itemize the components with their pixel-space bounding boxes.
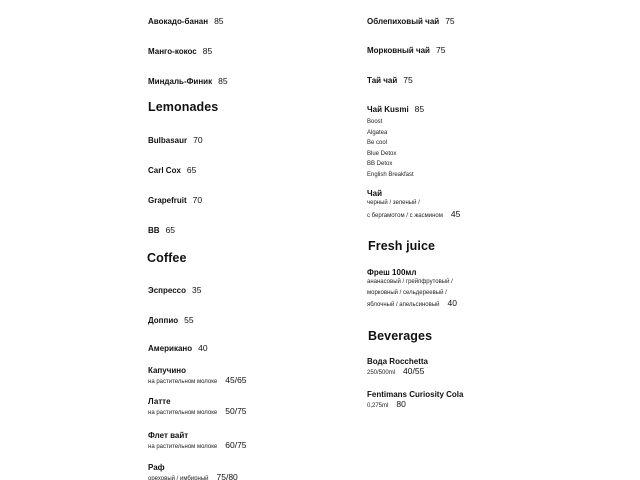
menu-item — [148, 463, 238, 480]
item-name: Вода Rocchetta — [367, 357, 428, 366]
menu-item — [148, 366, 247, 388]
item-note: черный / зеленый / — [367, 200, 420, 206]
variety-item: Blue Detox — [367, 150, 397, 157]
item-name: Миндаль-Финик — [148, 77, 213, 86]
item-note: ореховый / имбирный — [148, 476, 209, 480]
item-detail-row — [367, 209, 460, 222]
item-price: 55 — [184, 315, 194, 325]
menu-item — [148, 41, 212, 59]
item-price: 75 — [403, 75, 413, 85]
item-detail-row — [148, 406, 247, 419]
item-name: Раф — [148, 463, 165, 472]
item-price: 40 — [198, 343, 208, 353]
item-note: на растительном молоке — [148, 410, 218, 416]
variety-item: Boost — [367, 119, 383, 125]
menu-item — [367, 70, 413, 88]
item-name: BB — [148, 226, 160, 235]
menu-item — [148, 338, 208, 356]
item-price: 65 — [165, 225, 176, 235]
item-price: 40/55 — [403, 366, 425, 376]
section-heading-fresh-juice: Fresh juice — [368, 239, 436, 253]
item-price: 50/75 — [225, 406, 247, 416]
menu-item — [367, 11, 455, 29]
item-note: 250/500ml — [367, 370, 396, 376]
item-detail-row — [148, 375, 247, 388]
item-detail-row — [148, 440, 247, 453]
variety-item: BB Detox — [367, 161, 393, 167]
item-note: 0,275ml — [367, 403, 389, 409]
item-name: Тай чай — [367, 76, 398, 85]
item-price: 70 — [192, 195, 203, 205]
item-name: Bulbasaur — [148, 136, 188, 145]
item-price: 60/75 — [225, 440, 247, 450]
menu-item — [148, 160, 196, 178]
item-price: 75 — [445, 16, 455, 26]
menu-item — [148, 11, 224, 29]
section-heading-coffee: Coffee — [147, 251, 187, 265]
item-price: 45 — [450, 208, 461, 219]
item-detail-row — [367, 366, 428, 379]
variety-list — [367, 117, 424, 180]
item-price: 85 — [218, 76, 228, 86]
menu-item — [148, 310, 194, 328]
menu-item — [367, 390, 463, 412]
item-note: на растительном молоке — [148, 379, 218, 385]
item-note: ананасовый / грейпфрутовый / — [367, 279, 453, 285]
menu-item — [148, 431, 247, 453]
item-name: Carl Cox — [148, 166, 181, 175]
item-price: 85 — [214, 16, 224, 26]
item-name: Эспрессо — [148, 286, 186, 295]
item-price: 75/80 — [216, 472, 238, 480]
item-name: Fentimans Curiosity Cola — [367, 390, 464, 399]
item-name: Авокадо-банан — [148, 17, 209, 26]
item-price: 45/65 — [225, 375, 247, 385]
menu-item — [367, 357, 428, 379]
item-price: 65 — [186, 165, 197, 175]
item-price: 70 — [193, 135, 203, 145]
section-heading-beverages: Beverages — [368, 329, 433, 343]
item-price: 85 — [414, 104, 425, 114]
menu-item-tea — [367, 189, 460, 221]
item-detail-row — [148, 472, 238, 480]
menu-item — [148, 397, 247, 419]
section-heading-lemonades: Lemonades — [148, 100, 219, 114]
item-name: Морковный чай — [367, 46, 430, 55]
menu-item-kusmi — [367, 99, 424, 180]
menu-item-fresh — [367, 268, 457, 311]
menu-item — [367, 40, 445, 58]
menu-item — [148, 130, 203, 148]
item-price: 35 — [192, 285, 202, 295]
menu-item — [148, 280, 201, 298]
item-name: Чай Kusmi — [367, 105, 409, 114]
variety-item: Algatea — [367, 129, 388, 136]
item-name: Латте — [148, 397, 171, 406]
item-name: Капучино — [148, 366, 186, 375]
menu-item — [148, 71, 228, 89]
item-name: Чай — [367, 189, 382, 198]
item-price: 40 — [447, 298, 457, 308]
item-detail-row — [367, 298, 457, 311]
item-price: 75 — [435, 45, 446, 55]
item-name: Американо — [148, 344, 193, 353]
item-note: морковный / сельдереевый / — [367, 289, 447, 296]
menu-item — [148, 190, 202, 208]
item-price: 80 — [396, 399, 406, 409]
item-note: яблочный / апельсиновый — [367, 302, 440, 308]
item-name: Облепиховый чай — [367, 17, 440, 26]
item-name: Grapefruit — [148, 196, 187, 205]
item-name: Доппио — [148, 316, 179, 325]
item-name: Флет вайт — [148, 431, 189, 440]
item-name: Манго-кокос — [148, 47, 197, 56]
item-note: с бергамотом / с жасмином — [367, 212, 443, 219]
item-price: 85 — [202, 46, 213, 56]
item-name: Фреш 100мл — [367, 268, 417, 277]
variety-item: Be cool — [367, 140, 388, 146]
item-detail-row — [367, 399, 463, 412]
menu-item — [148, 220, 175, 238]
item-note: на растительном молоке — [148, 444, 218, 450]
variety-item: English Breakfast — [367, 171, 414, 178]
